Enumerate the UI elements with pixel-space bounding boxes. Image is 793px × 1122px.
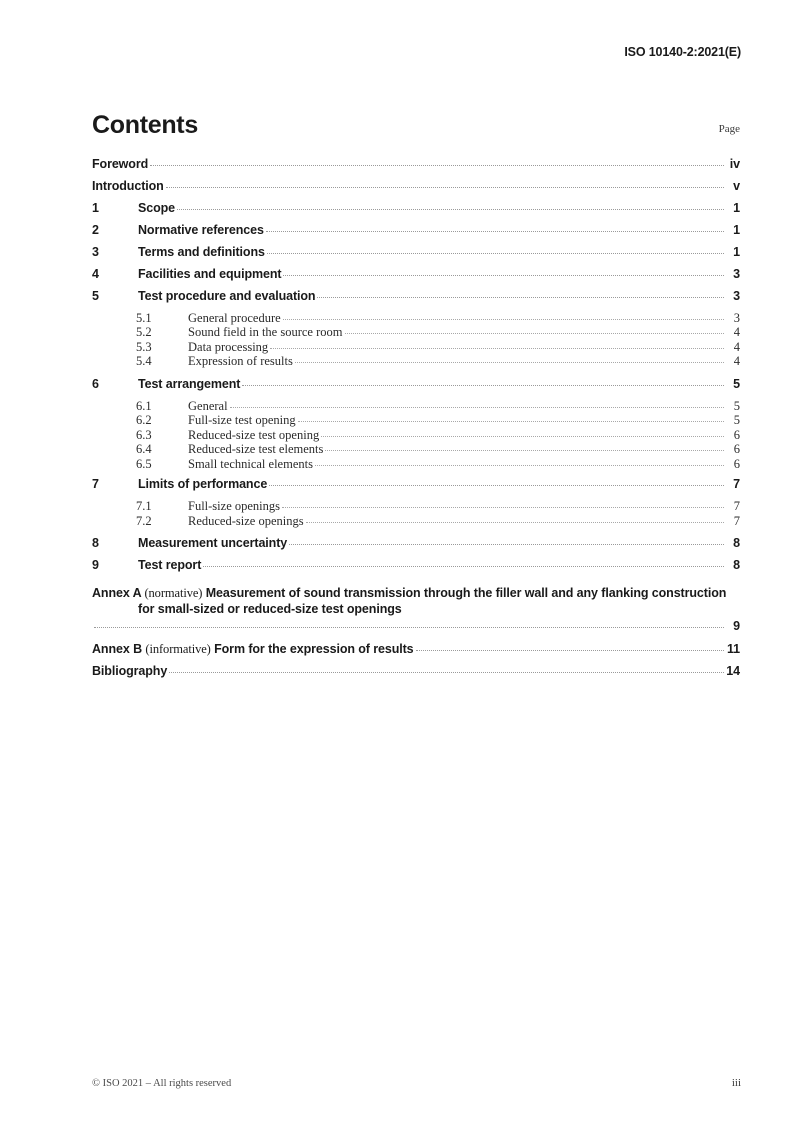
toc-entry-page: 4 bbox=[733, 354, 740, 368]
toc-entry-page: 14 bbox=[726, 663, 740, 678]
toc-entry-page: 6 bbox=[733, 427, 740, 442]
annex-a-page-line bbox=[92, 618, 740, 635]
toc-entry-page: 1 bbox=[733, 244, 740, 259]
dot-leader bbox=[166, 177, 724, 190]
dot-leader bbox=[242, 375, 724, 388]
dot-leader bbox=[325, 441, 724, 454]
dot-leader bbox=[298, 412, 724, 425]
annex-title: Measurement of sound transmission through the filler wall and any flanking construction for small-sized or reduced-size test openings bbox=[138, 585, 727, 616]
dot-leader bbox=[169, 662, 724, 675]
dot-leader bbox=[269, 476, 724, 489]
annex-name: Annex B bbox=[92, 641, 143, 656]
toc-entry-clause-8[interactable] bbox=[92, 535, 740, 557]
annex-kind: (informative) bbox=[145, 641, 211, 656]
toc-entry-number: 2 bbox=[92, 222, 99, 237]
toc-entry-number: 3 bbox=[92, 244, 99, 259]
contents-title-row bbox=[92, 104, 740, 138]
page-column-header: Page bbox=[718, 123, 740, 135]
toc-entry-page: 3 bbox=[733, 288, 740, 303]
toc-entry-page: 1 bbox=[733, 222, 740, 237]
toc-entry-number: 6.1 bbox=[136, 398, 152, 413]
toc-entry-page: 6 bbox=[733, 456, 740, 471]
annex-kind: (normative) bbox=[144, 585, 203, 600]
contents-section bbox=[92, 104, 740, 684]
copyright-notice: © ISO 2021 – All rights reserved bbox=[92, 1078, 232, 1089]
page-footer bbox=[92, 1077, 741, 1089]
toc-entry-subclause-5-3[interactable] bbox=[136, 338, 740, 353]
toc-entry-clause-5[interactable] bbox=[92, 287, 740, 309]
table-of-contents bbox=[92, 155, 740, 684]
toc-entry-label: Bibliography bbox=[92, 663, 168, 678]
document-header-reference: ISO 10140-2:2021(E) bbox=[624, 45, 741, 59]
dot-leader bbox=[306, 512, 724, 525]
toc-entry-subclause-5-2[interactable] bbox=[136, 324, 740, 339]
toc-entry-page: 7 bbox=[733, 513, 740, 528]
dot-leader bbox=[321, 426, 724, 439]
annex-a-text bbox=[92, 585, 740, 618]
toc-entry-annex-b[interactable] bbox=[92, 640, 740, 662]
toc-entry-subclause-5-1[interactable] bbox=[136, 309, 740, 324]
dot-leader bbox=[289, 535, 724, 548]
toc-entry-page: iv bbox=[729, 156, 740, 171]
annex-b-text bbox=[92, 642, 414, 657]
toc-entry-label: General bbox=[188, 398, 228, 413]
toc-entry-subclause-7-1[interactable] bbox=[136, 498, 740, 513]
toc-entry-label: Scope bbox=[138, 200, 176, 215]
dot-leader bbox=[267, 243, 724, 256]
dot-leader bbox=[315, 455, 724, 468]
toc-entry-foreword[interactable] bbox=[92, 155, 740, 177]
toc-entry-label: Expression of results bbox=[188, 354, 293, 368]
toc-entry-label: Measurement uncertainty bbox=[138, 536, 288, 550]
dot-leader bbox=[283, 265, 724, 278]
toc-entry-subclause-6-3[interactable] bbox=[136, 426, 740, 441]
toc-entry-number: 5.4 bbox=[136, 354, 152, 368]
toc-entry-page: 3 bbox=[733, 310, 740, 325]
toc-entry-page: 5 bbox=[733, 376, 740, 391]
toc-entry-clause-7[interactable] bbox=[92, 476, 740, 498]
dot-leader bbox=[295, 353, 724, 366]
toc-entry-label: Full-size test opening bbox=[188, 413, 296, 427]
toc-entry-number: 6.5 bbox=[136, 456, 152, 471]
toc-entry-subclause-6-4[interactable] bbox=[136, 441, 740, 456]
toc-entry-page: v bbox=[733, 178, 740, 193]
toc-entry-page: 9 bbox=[733, 619, 740, 633]
toc-entry-label: Test report bbox=[138, 558, 202, 572]
toc-entry-subclause-6-1[interactable] bbox=[136, 397, 740, 412]
toc-entry-page: 1 bbox=[733, 200, 740, 215]
toc-entry-subclause-7-2[interactable] bbox=[136, 512, 740, 527]
subclause-group-7 bbox=[92, 498, 740, 527]
toc-entry-label: Test procedure and evaluation bbox=[138, 288, 316, 303]
toc-entry-number: 5.2 bbox=[136, 325, 152, 339]
toc-entry-number: 8 bbox=[92, 536, 99, 550]
toc-entry-clause-6[interactable] bbox=[92, 375, 740, 397]
dot-leader bbox=[317, 287, 724, 300]
toc-entry-number: 6 bbox=[92, 376, 99, 391]
toc-entry-page: 11 bbox=[726, 641, 740, 656]
toc-entry-number: 5 bbox=[92, 288, 99, 303]
toc-entry-label: Reduced-size test elements bbox=[188, 442, 324, 456]
dot-leader bbox=[150, 155, 724, 168]
toc-entry-number: 7 bbox=[92, 477, 99, 491]
toc-entry-subclause-6-2[interactable] bbox=[136, 412, 740, 427]
toc-entry-number: 7.2 bbox=[136, 513, 152, 528]
toc-entry-page: 7 bbox=[733, 499, 740, 513]
toc-entry-number: 7.1 bbox=[136, 499, 152, 513]
annex-name: Annex A bbox=[92, 585, 142, 600]
toc-entry-label: Normative references bbox=[138, 222, 264, 237]
dot-leader bbox=[94, 618, 724, 631]
toc-entry-clause-2[interactable] bbox=[92, 221, 740, 243]
toc-entry-number: 6.2 bbox=[136, 413, 152, 427]
toc-entry-bibliography[interactable] bbox=[92, 662, 740, 684]
toc-entry-label: Sound field in the source room bbox=[188, 325, 343, 339]
toc-entry-introduction[interactable] bbox=[92, 177, 740, 199]
toc-entry-page: 5 bbox=[733, 398, 740, 413]
dot-leader bbox=[203, 557, 724, 570]
toc-entry-clause-9[interactable] bbox=[92, 557, 740, 579]
toc-entry-label: Reduced-size test opening bbox=[188, 427, 320, 442]
dot-leader bbox=[266, 221, 724, 234]
dot-leader bbox=[230, 397, 724, 410]
toc-entry-label: Foreword bbox=[92, 156, 149, 171]
annex-title: Form for the expression of results bbox=[214, 641, 414, 656]
toc-entry-number: 5.1 bbox=[136, 310, 152, 325]
toc-entry-number: 9 bbox=[92, 558, 99, 572]
toc-entry-page: 4 bbox=[733, 325, 740, 339]
toc-entry-label: Small technical elements bbox=[188, 456, 313, 471]
toc-entry-subclause-5-4[interactable] bbox=[136, 353, 740, 368]
toc-entry-clause-1[interactable] bbox=[92, 199, 740, 221]
toc-entry-label: Reduced-size openings bbox=[188, 513, 304, 528]
dot-leader bbox=[283, 309, 724, 322]
toc-entry-annex-a[interactable] bbox=[92, 585, 740, 641]
toc-entry-number: 1 bbox=[92, 200, 99, 215]
toc-entry-label: Limits of performance bbox=[138, 477, 268, 491]
toc-entry-subclause-6-5[interactable] bbox=[136, 455, 740, 470]
toc-entry-page: 3 bbox=[733, 266, 740, 281]
toc-entry-label: General procedure bbox=[188, 310, 281, 325]
toc-entry-clause-3[interactable] bbox=[92, 243, 740, 265]
toc-entry-number: 4 bbox=[92, 266, 99, 281]
toc-entry-label: Full-size openings bbox=[188, 499, 281, 513]
toc-entry-label: Introduction bbox=[92, 178, 164, 193]
dot-leader bbox=[345, 324, 725, 337]
subclause-group-6 bbox=[92, 397, 740, 470]
toc-entry-number: 6.4 bbox=[136, 442, 152, 456]
toc-entry-page: 8 bbox=[733, 558, 740, 572]
toc-entry-page: 7 bbox=[733, 477, 740, 491]
toc-entry-page: 6 bbox=[733, 442, 740, 456]
page-folio: iii bbox=[731, 1077, 741, 1089]
toc-entry-page: 4 bbox=[733, 339, 740, 354]
toc-entry-page: 8 bbox=[733, 536, 740, 550]
toc-entry-label: Test arrangement bbox=[138, 376, 241, 391]
subclause-group-5 bbox=[92, 309, 740, 367]
toc-entry-number: 5.3 bbox=[136, 339, 152, 354]
toc-entry-number: 6.3 bbox=[136, 427, 152, 442]
toc-entry-label: Terms and definitions bbox=[138, 244, 265, 259]
toc-entry-label: Facilities and equipment bbox=[138, 266, 282, 281]
dot-leader bbox=[416, 640, 724, 653]
dot-leader bbox=[282, 498, 724, 511]
dot-leader bbox=[177, 199, 724, 212]
toc-entry-clause-4[interactable] bbox=[92, 265, 740, 287]
page-title: Contents bbox=[92, 111, 198, 139]
toc-entry-label: Data processing bbox=[188, 339, 269, 354]
dot-leader bbox=[270, 338, 724, 351]
toc-entry-page: 5 bbox=[733, 413, 740, 427]
